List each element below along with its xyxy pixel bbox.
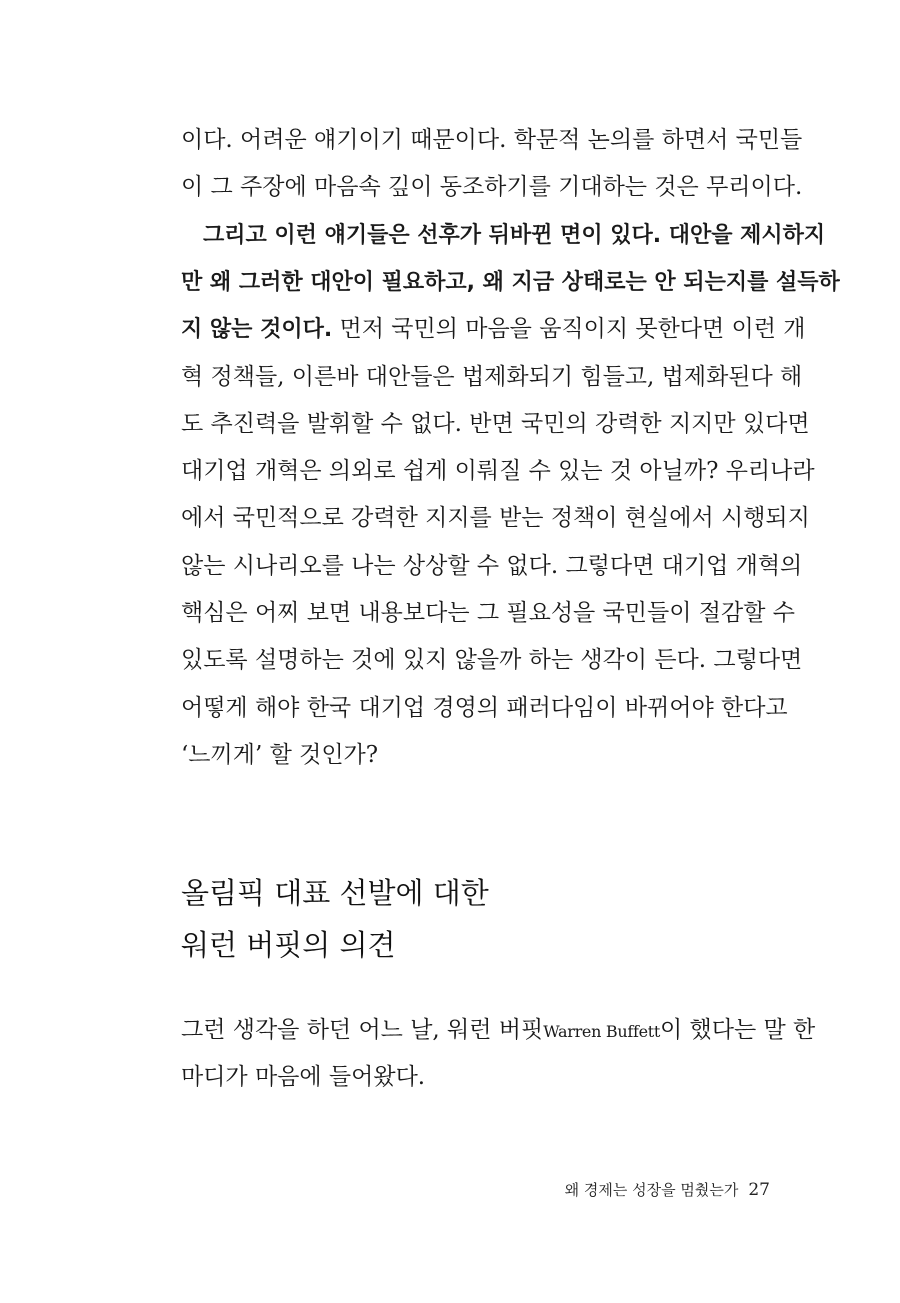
text-line — [181, 362, 803, 392]
text-segment: 도 추진력을 발휘할 수 없다. 반면 국민의 강력한 지지만 있다면 — [181, 410, 810, 437]
text-segment: 에서 국민적으로 강력한 지지를 받는 정책이 현실에서 시행되지 — [181, 505, 810, 532]
text-segment: 않는 시나리오를 나는 상상할 수 없다. 그렇다면 대기업 개혁의 — [181, 552, 803, 579]
text-line — [181, 598, 795, 628]
text-line — [181, 693, 788, 723]
text-segment: 이다. 어려운 얘기이기 때문이다. 학문적 논의를 하면서 국민들 — [181, 127, 803, 153]
page-number: 27 — [748, 1180, 770, 1200]
text-line — [181, 409, 810, 439]
text-line — [181, 220, 826, 251]
text-segment: ‘느끼게’ 할 것인가? — [181, 741, 379, 768]
text-segment: Warren Buffett — [543, 1022, 661, 1041]
text-line — [181, 503, 810, 533]
text-segment: 마디가 마음에 들어왔다. — [181, 1064, 426, 1091]
text-line — [181, 172, 803, 202]
heading-line: 워런 버핏의 의견 — [181, 928, 396, 962]
text-segment: 이 그 주장에 마음속 깊이 동조하기를 기대하는 것은 무리이다. — [181, 174, 803, 201]
text-line — [181, 1015, 816, 1047]
heading-line: 올림픽 대표 선발에 대한 — [181, 876, 489, 910]
text-segment: 대기업 개혁은 의외로 쉽게 이뤄질 수 있는 것 아닐까? 우리나라 — [181, 458, 815, 485]
text-segment: 핵심은 어찌 보면 내용보다는 그 필요성을 국민들이 절감할 수 — [181, 600, 795, 626]
running-title: 왜 경제는 성장을 멈췄는가 — [564, 1181, 739, 1199]
text-line — [181, 456, 815, 486]
text-line — [181, 1062, 771, 1092]
text-segment: 있도록 설명하는 것에 있지 않을까 하는 생각이 든다. 그렇다면 — [181, 647, 803, 674]
text-segment: 그런 생각을 하던 어느 날, 워런 버핏 — [181, 1017, 544, 1043]
text-line — [181, 314, 806, 345]
text-segment: 이 했다는 말 한 — [660, 1017, 816, 1043]
text-line — [181, 645, 803, 675]
text-line — [181, 551, 803, 581]
text-segment: 그리고 이런 얘기들은 선후가 뒤바뀐 면이 있다. 대안을 제시하지 — [203, 222, 826, 248]
text-line — [181, 267, 840, 298]
text-line — [181, 125, 803, 155]
text-segment: 지 않는 것이다. — [181, 317, 333, 343]
text-line — [181, 740, 771, 770]
text-segment: 만 왜 그러한 대안이 필요하고, 왜 지금 상태로는 안 되는지를 설득하 — [181, 269, 840, 295]
text-segment: 어떻게 해야 한국 대기업 경영의 패러다임이 바뀌어야 한다고 — [181, 694, 788, 721]
text-segment: 먼저 국민의 마음을 움직이지 못한다면 이런 개 — [332, 316, 806, 343]
running-footer — [565, 1180, 770, 1200]
text-segment: 혁 정책들, 이른바 대안들은 법제화되기 힘들고, 법제화된다 해 — [181, 363, 803, 390]
